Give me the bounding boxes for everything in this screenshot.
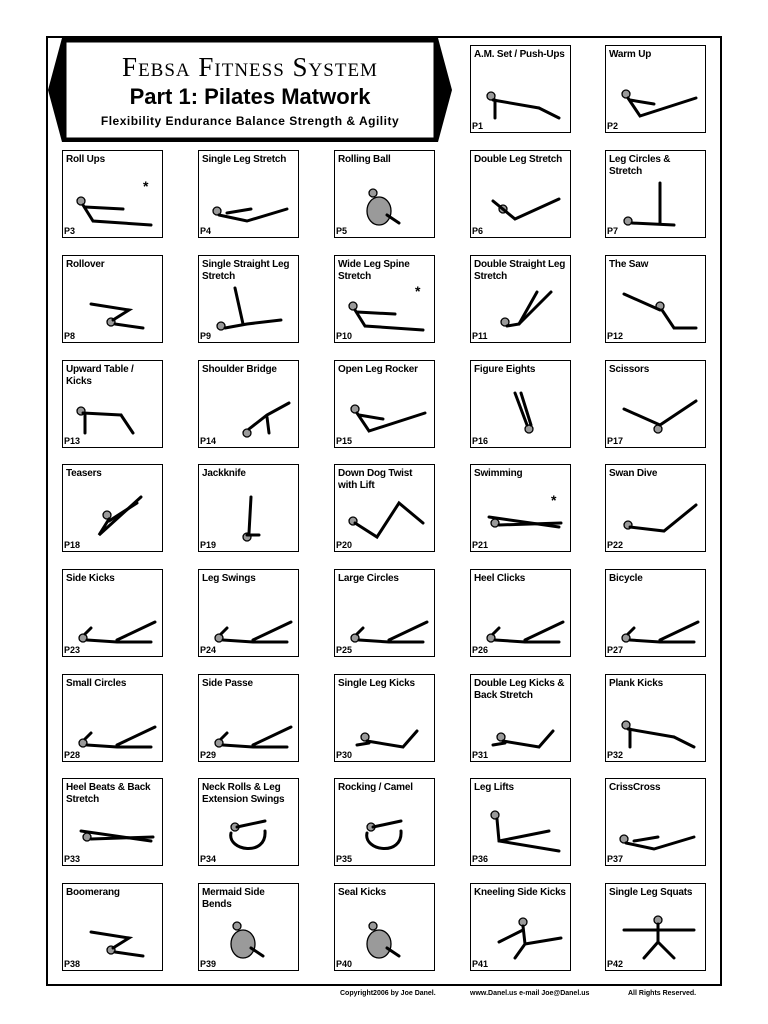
exercise-code: P17 [607, 436, 624, 446]
exercise-card [198, 464, 299, 552]
exercise-code: P3 [64, 226, 76, 236]
exercise-code: P21 [472, 540, 489, 550]
exercise-name: Double Leg Stretch [474, 154, 563, 165]
exercise-card [470, 45, 571, 133]
exercise-card [470, 150, 571, 238]
exercise-name: Upward Table / Kicks [66, 364, 134, 387]
exercise-name: Single Straight Leg Stretch [202, 259, 290, 282]
svg-text:*: * [415, 284, 421, 299]
exercise-card [605, 150, 706, 238]
exercise-code: P16 [472, 436, 489, 446]
side-lying-figure-icon [614, 598, 700, 650]
exercise-name: Double Leg Kicks & Back Stretch [474, 678, 565, 701]
exercise-code: P2 [607, 121, 619, 131]
exercise-code: P31 [472, 750, 489, 760]
exercise-card [62, 569, 163, 657]
seated-reach-figure-icon [343, 284, 429, 336]
exercise-code: P14 [200, 436, 217, 446]
exercise-name: Boomerang [66, 887, 120, 898]
svg-text:*: * [143, 179, 149, 194]
exercise-name: Small Circles [66, 678, 127, 689]
exercise-card [334, 778, 435, 866]
exercise-card [470, 464, 571, 552]
plank-figure-icon [479, 74, 565, 126]
exercise-code: P8 [64, 331, 76, 341]
exercise-code: P27 [607, 645, 624, 655]
leg-lift-figure-icon [479, 807, 565, 859]
side-lying-figure-icon [479, 598, 565, 650]
side-lying-figure-icon [343, 598, 429, 650]
side-lying-figure-icon [71, 598, 157, 650]
footer-copyright: Copyright2006 by Joe Danel. [340, 990, 436, 997]
exercise-card [470, 883, 571, 971]
ball-figure-icon [343, 912, 429, 964]
exercise-name: Leg Lifts [474, 782, 514, 793]
prone-figure-icon [343, 703, 429, 755]
rollover-figure-icon [71, 284, 157, 336]
exercise-code: P34 [200, 854, 217, 864]
exercise-card [605, 360, 706, 448]
exercise-card [62, 255, 163, 343]
exercise-card [198, 883, 299, 971]
exercise-name: Roll Ups [66, 154, 105, 165]
exercise-card [198, 360, 299, 448]
exercise-card [470, 360, 571, 448]
ball-figure-icon [207, 912, 293, 964]
exercise-code: P11 [472, 331, 488, 341]
exercise-code: P26 [472, 645, 489, 655]
exercise-code: P22 [607, 540, 624, 550]
exercise-code: P42 [607, 959, 624, 969]
v-legs-figure-icon [479, 284, 565, 336]
exercise-card [334, 674, 435, 762]
exercise-card [334, 569, 435, 657]
exercise-code: P29 [200, 750, 217, 760]
exercise-name: Leg Circles & Stretch [609, 154, 671, 177]
exercise-code: P4 [200, 226, 212, 236]
ball-figure-icon [343, 179, 429, 231]
plank-figure-icon [614, 703, 700, 755]
exercise-name: Open Leg Rocker [338, 364, 418, 375]
exercise-card [62, 360, 163, 448]
exercise-card [334, 360, 435, 448]
exercise-name: Teasers [66, 468, 102, 479]
exercise-card [334, 464, 435, 552]
side-lying-figure-icon [71, 703, 157, 755]
exercise-card [198, 778, 299, 866]
exercise-code: P35 [336, 854, 353, 864]
v-sit-figure-icon [343, 389, 429, 441]
legs-up-figure-icon [479, 389, 565, 441]
exercise-code: P15 [336, 436, 353, 446]
exercise-name: Swan Dive [609, 468, 658, 479]
exercise-name: Warm Up [609, 49, 652, 60]
side-lying-figure-icon [207, 703, 293, 755]
exercise-card [62, 464, 163, 552]
exercise-name: Shoulder Bridge [202, 364, 277, 375]
swim-figure-icon [71, 807, 157, 859]
exercise-code: P7 [607, 226, 619, 236]
exercise-code: P28 [64, 750, 81, 760]
exercise-name: Heel Beats & Back Stretch [66, 782, 151, 805]
exercise-name: Neck Rolls & Leg Extension Swings [202, 782, 285, 805]
exercise-name: Double Straight Leg Stretch [474, 259, 566, 282]
exercise-card [198, 569, 299, 657]
exercise-name: Figure Eights [474, 364, 536, 375]
exercise-name: Down Dog Twist with Lift [338, 468, 413, 491]
exercise-name: Kneeling Side Kicks [474, 887, 566, 898]
exercise-name: Rocking / Camel [338, 782, 413, 793]
exercise-card [62, 778, 163, 866]
exercise-code: P36 [472, 854, 489, 864]
exercise-code: P5 [336, 226, 348, 236]
exercise-name: The Saw [609, 259, 649, 270]
exercise-code: P10 [336, 331, 353, 341]
svg-text:*: * [551, 493, 557, 508]
exercise-name: Rolling Ball [338, 154, 391, 165]
exercise-card [605, 255, 706, 343]
exercise-name: Single Leg Stretch [202, 154, 287, 165]
brand-title: Febsa Fitness System [122, 52, 378, 82]
exercise-card [334, 883, 435, 971]
exercise-card [198, 674, 299, 762]
seated-reach-figure-icon [71, 179, 157, 231]
exercise-code: P19 [200, 540, 217, 550]
footer-rights: All Rights Reserved. [628, 990, 697, 997]
exercise-code: P12 [607, 331, 624, 341]
exercise-code: P40 [336, 959, 353, 969]
exercise-card [605, 883, 706, 971]
exercise-name: A.M. Set / Push-Ups [474, 49, 565, 60]
exercise-name: CrissCross [609, 782, 661, 793]
saw-figure-icon [614, 284, 700, 336]
exercise-code: P33 [64, 854, 81, 864]
scissor-figure-icon [207, 284, 293, 336]
footer-contact: www.Danel.us e-mail Joe@Danel.us [470, 990, 590, 997]
exercise-code: P13 [64, 436, 81, 446]
exercise-code: P18 [64, 540, 81, 550]
exercise-code: P20 [336, 540, 353, 550]
exercise-card [198, 255, 299, 343]
side-lying-figure-icon [207, 598, 293, 650]
exercise-name: Single Leg Kicks [338, 678, 415, 689]
exercise-code: P32 [607, 750, 624, 760]
boat-figure-icon [479, 179, 565, 231]
squat-figure-icon [614, 912, 700, 964]
lying-curl-figure-icon [207, 179, 293, 231]
title-banner [48, 38, 452, 142]
swan-figure-icon [614, 493, 700, 545]
exercise-name: Bicycle [609, 573, 643, 584]
exercise-name: Side Passe [202, 678, 253, 689]
exercise-code: P1 [472, 121, 484, 131]
teaser-figure-icon [71, 493, 157, 545]
exercise-name: Single Leg Squats [609, 887, 693, 898]
exercise-name: Seal Kicks [338, 887, 387, 898]
exercise-code: P30 [336, 750, 353, 760]
exercise-card [470, 569, 571, 657]
lying-curl-figure-icon [614, 807, 700, 859]
exercise-card [605, 569, 706, 657]
exercise-code: P6 [472, 226, 484, 236]
exercise-card [470, 255, 571, 343]
exercise-card [605, 45, 706, 133]
exercise-card [62, 674, 163, 762]
exercise-name: Plank Kicks [609, 678, 663, 689]
exercise-code: P37 [607, 854, 624, 864]
exercise-code: P24 [200, 645, 217, 655]
exercise-code: P23 [64, 645, 81, 655]
exercise-card [334, 255, 435, 343]
downdog-figure-icon [343, 493, 429, 545]
scissor-air-figure-icon [614, 389, 700, 441]
exercise-card [334, 150, 435, 238]
exercise-code: P9 [200, 331, 212, 341]
exercise-card [470, 674, 571, 762]
exercise-card [605, 778, 706, 866]
rocking-figure-icon [343, 807, 429, 859]
exercise-card [198, 150, 299, 238]
exercise-name: Scissors [609, 364, 650, 375]
swim-figure-icon [479, 493, 565, 545]
exercise-card [605, 464, 706, 552]
exercise-name: Swimming [474, 468, 523, 479]
candle-figure-icon [207, 493, 293, 545]
exercise-code: P25 [336, 645, 353, 655]
exercise-name: Heel Clicks [474, 573, 526, 584]
exercise-code: P41 [472, 959, 489, 969]
exercise-name: Leg Swings [202, 573, 256, 584]
exercise-card [62, 150, 163, 238]
table-figure-icon [71, 389, 157, 441]
exercise-card [62, 883, 163, 971]
v-sit-figure-icon [614, 74, 700, 126]
exercise-name: Large Circles [338, 573, 399, 584]
exercise-name: Jackknife [202, 468, 246, 479]
rollover-figure-icon [71, 912, 157, 964]
exercise-code: P39 [200, 959, 217, 969]
exercise-card [470, 778, 571, 866]
bridge-figure-icon [207, 389, 293, 441]
tagline: Flexibility Endurance Balance Strength & Agility [100, 114, 400, 128]
exercise-name: Wide Leg Spine Stretch [338, 259, 410, 282]
part-title: Part 1: Pilates Matwork [129, 84, 371, 109]
exercise-name: Mermaid Side Bends [202, 887, 265, 910]
exercise-code: P38 [64, 959, 81, 969]
kneel-kick-figure-icon [479, 912, 565, 964]
prone-figure-icon [479, 703, 565, 755]
exercise-name: Side Kicks [66, 573, 115, 584]
rocking-figure-icon [207, 807, 293, 859]
exercise-card [605, 674, 706, 762]
exercise-name: Rollover [66, 259, 105, 270]
leg-up-figure-icon [614, 179, 700, 231]
